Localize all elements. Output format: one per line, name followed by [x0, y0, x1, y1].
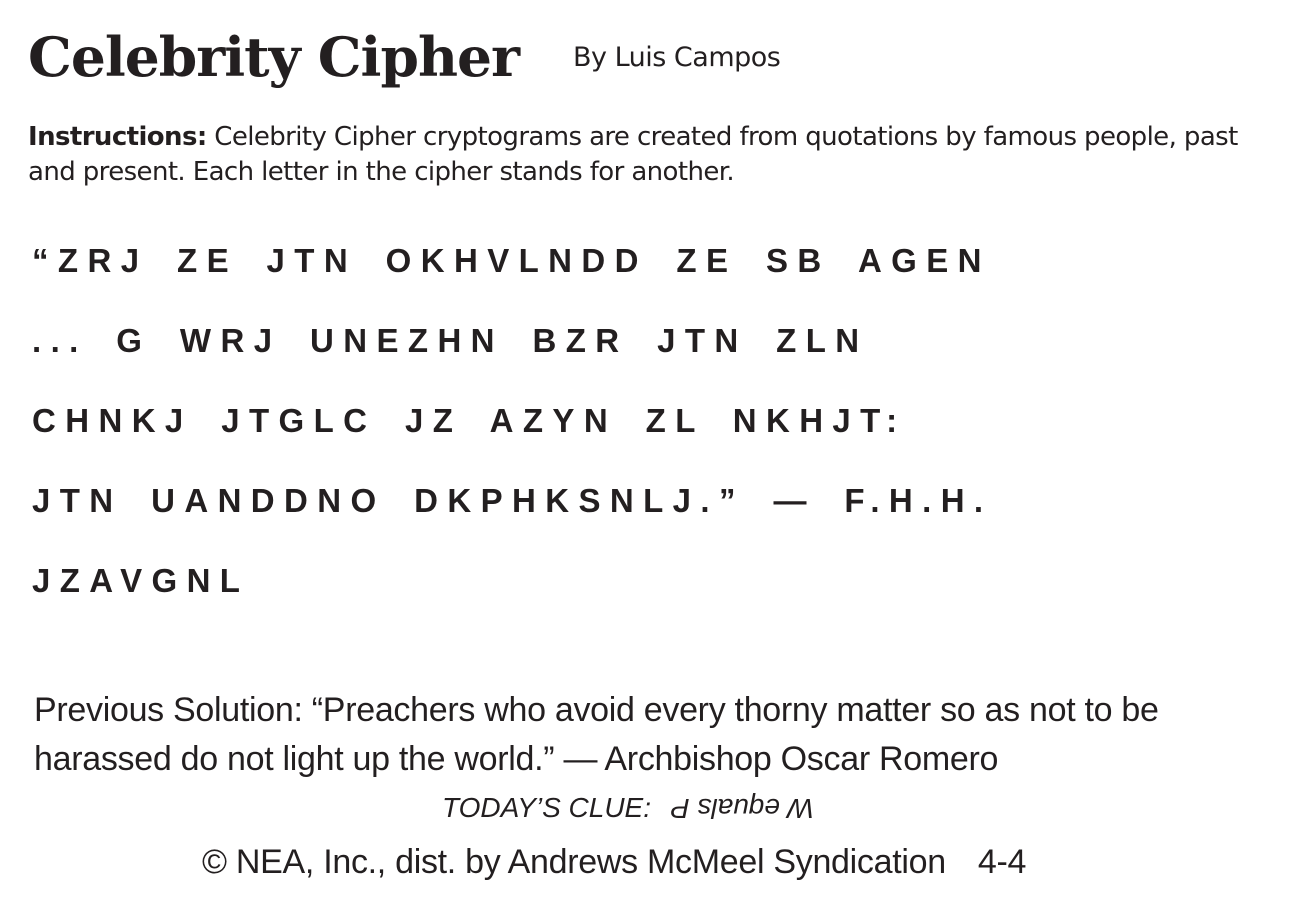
cipher-line: JTN UANDDNO DKPHKSNLJ.” — F.H.H.: [32, 482, 993, 519]
puzzle-byline: By Luis Campos: [573, 42, 781, 73]
puzzle-title: Celebrity Cipher: [28, 25, 520, 89]
cipher-puzzle: [32, 237, 993, 637]
copyright-text: © NEA, Inc., dist. by Andrews McMeel Syndication: [202, 843, 946, 881]
todays-clue: [442, 790, 814, 826]
cipher-line: “ZRJ ZE JTN OKHVLNDD ZE SB AGEN: [32, 242, 991, 279]
puzzle-header: [28, 22, 781, 92]
instructions-label: Instructions:: [28, 122, 207, 152]
cipher-line: JZAVGNL: [32, 562, 250, 599]
previous-solution: Previous Solution: “Preachers who avoid every thorny matter so as not to be harassed do not light up the world.” — Archbishop Oscar Romero: [34, 691, 1159, 778]
date-code: 4-4: [977, 843, 1027, 881]
instructions-paragraph: [28, 120, 1258, 190]
cipher-line: CHNKJ JTGLC JZ AZYN ZL NKHJT:: [32, 402, 907, 439]
instructions-text: Celebrity Cipher cryptograms are created from quotations by famous people, past and present. Each letter in the cipher stands for another.: [28, 122, 1238, 187]
cipher-line: ... G WRJ UNEZHN BZR JTN ZLN: [32, 322, 869, 359]
copyright-line: [202, 840, 1026, 884]
clue-answer-inverted: W equals P: [671, 793, 815, 824]
clue-label: TODAY’S CLUE:: [442, 792, 652, 823]
